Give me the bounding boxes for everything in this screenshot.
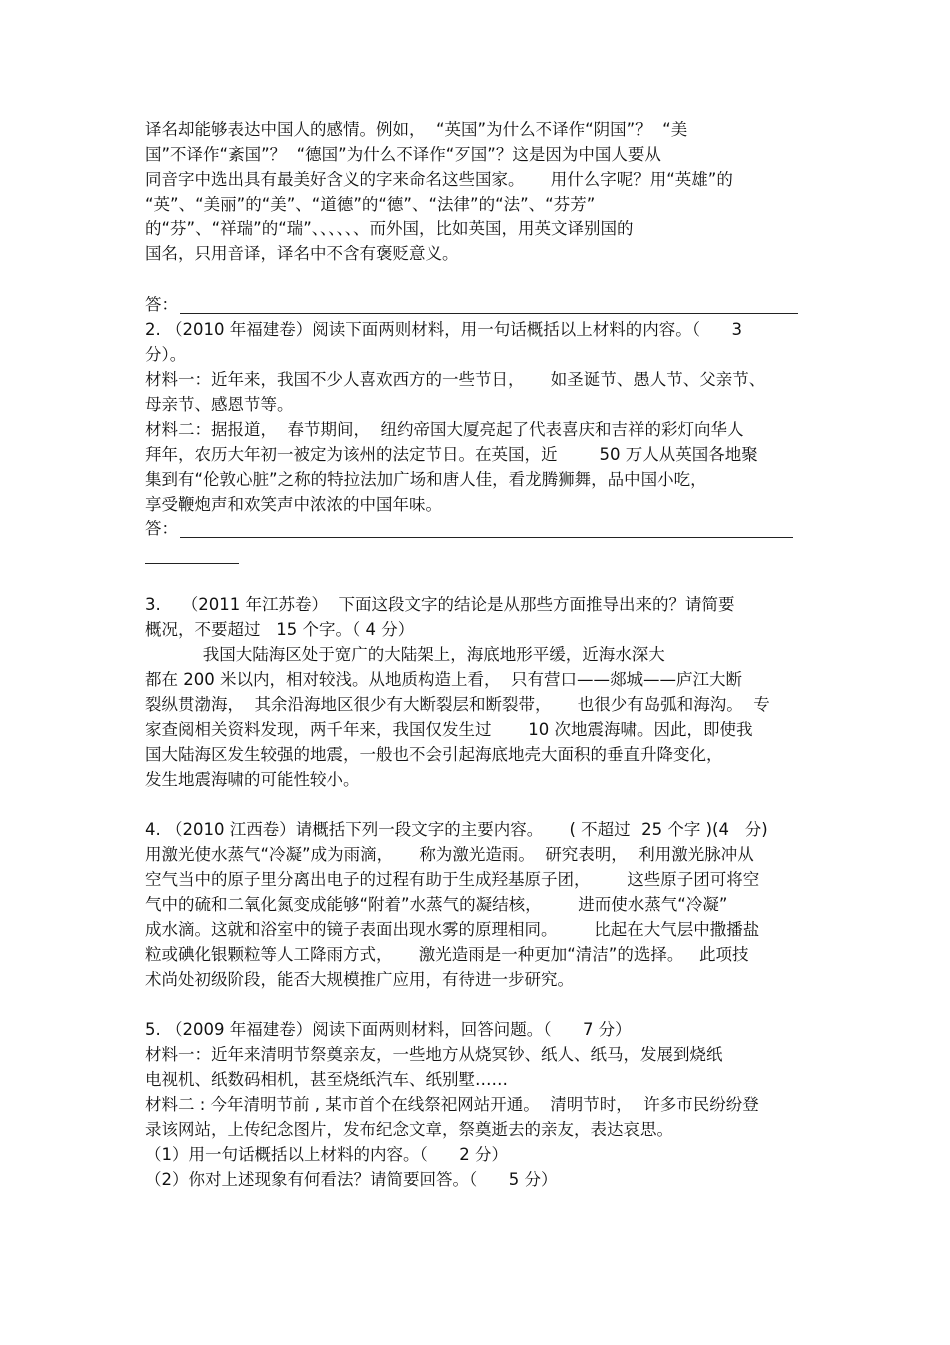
text-line: 母亲节、感恩节等。 <box>145 395 294 414</box>
question-5-heading: 5. （2009 年福建卷）阅读下面两则材料，回答问题。（ 7 分） <box>145 1020 632 1039</box>
text-line: 气中的硫和二氧化氮变成能够“附着”水蒸气的凝结核， 进而使水蒸气“冷凝” <box>145 895 728 914</box>
text-line: 空气当中的原子里分离出电子的过程有助于生成羟基原子团， 这些原子团可将空 <box>145 870 760 889</box>
material-one: 材料一：近年来，我国不少人喜欢西方的一些节日， 如圣诞节、愚人节、父亲节、 <box>145 370 766 389</box>
material-one: 材料一：近年来清明节祭奠亲友，一些地方从烧冥钞、纸人、纸马，发展到烧纸 <box>145 1045 723 1064</box>
text-line: 裂纵贯渤海， 其余沿海地区很少有大断裂层和断裂带， 也很少有岛弧和海沟。 专 <box>145 695 770 714</box>
text-line: 的“芬”、“祥瑞”的“瑞”、、、、、、而外国，比如英国，用英文译别国的 <box>145 219 634 238</box>
text-line: 概况，不要超过 15 个字。（ 4 分） <box>145 620 415 639</box>
text-line: 电视机、纸数码相机，甚至烧纸汽车、纸别墅…… <box>145 1070 508 1089</box>
text-line: 分）。 <box>145 345 187 364</box>
answer-label: 答： <box>145 295 178 314</box>
text-line: 国大陆海区发生较强的地震，一般也不会引起海底地壳大面积的垂直升降变化， <box>145 745 723 764</box>
answer-line-2-continued <box>145 563 239 564</box>
question-2-heading: 2. （2010 年福建卷）阅读下面两则材料，用一句话概括以上材料的内容。（ 3 <box>145 320 742 339</box>
text-line: 同音字中选出具有最美好含义的字来命名这些国家。 用什么字呢？用“英雄”的 <box>145 170 733 189</box>
text-line: 术尚处初级阶段，能否大规模推广应用，有待进一步研究。 <box>145 970 574 989</box>
text-line: 享受鞭炮声和欢笑声中浓浓的中国年味。 <box>145 495 442 514</box>
question-4-heading: 4. （2010 江西卷）请概括下列一段文字的主要内容。 ( 不超过 25 个字 )(4 分) <box>145 820 768 839</box>
text-line: “英”、“美丽”的“美”、“道德”的“德”、“法律”的“法”、“芬芳” <box>145 195 596 214</box>
material-two: 材料二 : 今年清明节前 , 某市首个在线祭祀网站开通。 清明节时， 许多市民纷纷登 <box>145 1095 759 1114</box>
material-two: 材料二：据报道， 春节期间， 纽约帝国大厦亮起了代表喜庆和吉祥的彩灯向华人 <box>145 420 744 439</box>
sub-question-2: （2）你对上述现象有何看法？请简要回答。（ 5 分） <box>145 1170 558 1189</box>
question-3-heading: 3. （2011 年江苏卷） 下面这段文字的结论是从那些方面推导出来的？请简要 <box>145 595 735 614</box>
text-line: 拜年，农历大年初一被定为该州的法定节日。在英国，近 50 万人从英国各地聚 <box>145 445 758 464</box>
text-line: 成水滴。这就和浴室中的镜子表面出现水雾的原理相同。 比起在大气层中撒播盐 <box>145 920 760 939</box>
text-line: 都在 200 米以内，相对较浅。从地质构造上看， 只有营口——郯城——庐江大断 <box>145 670 742 689</box>
text-line: 发生地震海啸的可能性较小。 <box>145 770 360 789</box>
answer-label: 答： <box>145 519 178 538</box>
text-line: 集到有“伦敦心脏”之称的特拉法加广场和唐人佳，看龙腾狮舞，品中国小吃， <box>145 470 707 489</box>
text-line: 国名，只用音译，译名中不含有褒贬意义。 <box>145 244 459 263</box>
text-line: 录该网站，上传纪念图片，发布纪念文章，祭奠逝去的亲友，表达哀思。 <box>145 1120 673 1139</box>
text-line: 粒或碘化银颗粒等人工降雨方式， 激光造雨是一种更加“清洁”的选择。 此项技 <box>145 945 749 964</box>
text-line: 我国大陆海区处于宽广的大陆架上，海底地形平缓，近海水深大 <box>145 645 665 664</box>
text-line: 国”不译作“紊国”？ “德国”为什么不译作“歹国”？这是因为中国人要从 <box>145 145 661 164</box>
sub-question-1: （1）用一句话概括以上材料的内容。（ 2 分） <box>145 1145 508 1164</box>
text-line: 家查阅相关资料发现，两千年来，我国仅发生过 10 次地震海啸。因此，即使我 <box>145 720 753 739</box>
text-line: 用激光使水蒸气“冷凝”成为雨滴， 称为激光造雨。 研究表明， 利用激光脉冲从 <box>145 845 754 864</box>
text-line: 译名却能够表达中国人的感情。例如， “英国”为什么不译作“阴国”？ “美 <box>145 120 688 139</box>
answer-line-1 <box>180 313 798 314</box>
answer-line-2 <box>180 537 793 538</box>
